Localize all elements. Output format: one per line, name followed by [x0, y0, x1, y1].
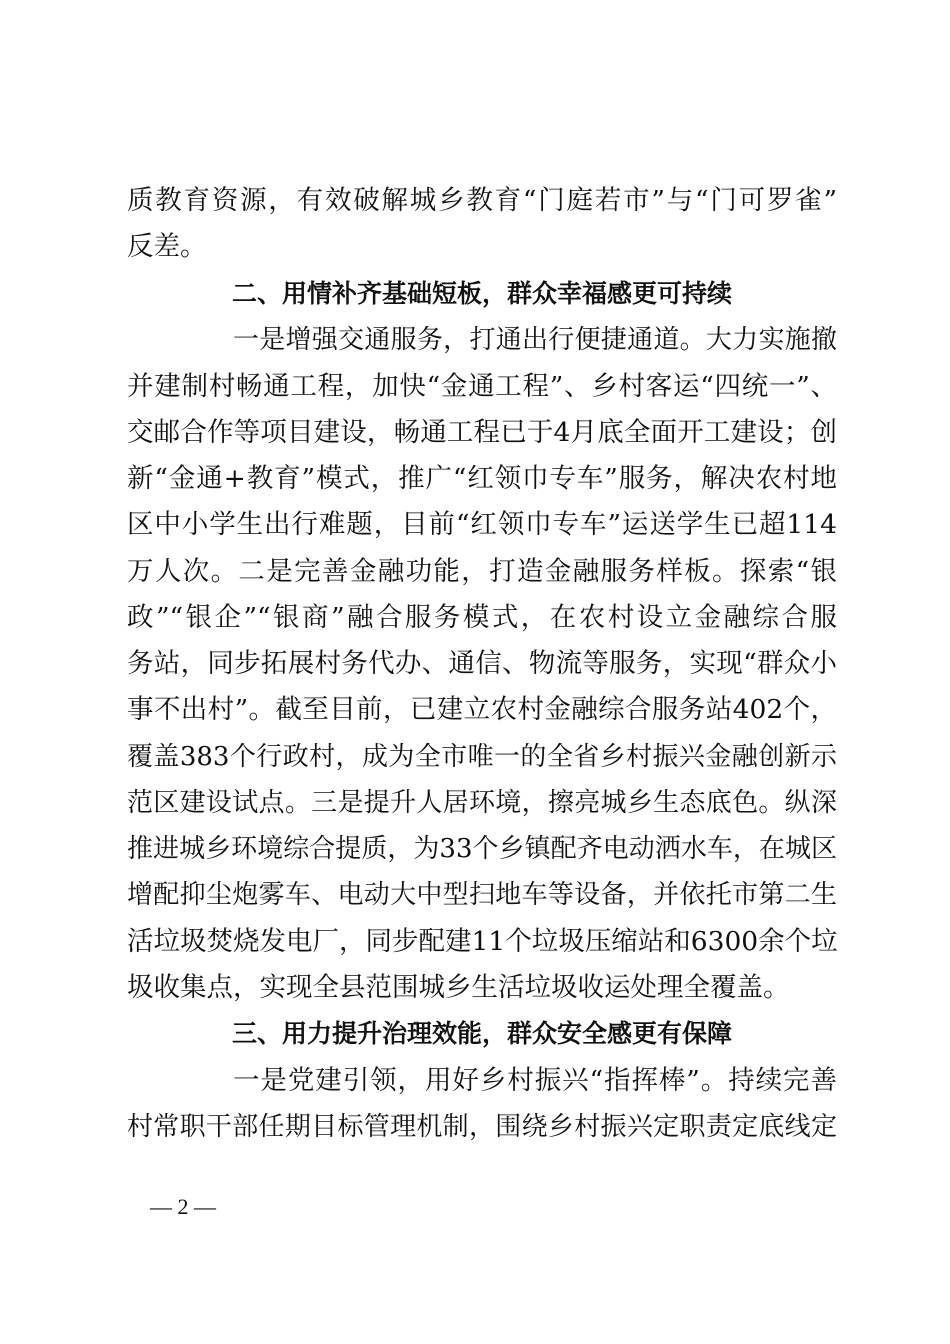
body-line: 事不出村”。截至目前，已建立农村金融综合服务站402个，	[127, 694, 837, 725]
body-line: 范区建设试点。三是提升人居环境，擦亮城乡生态底色。纵深	[127, 788, 837, 818]
body-line: 交邮合作等项目建设，畅通工程已于4月底全面开工建设；创	[127, 417, 837, 448]
body-line: 村常职干部任期目标管理机制，围绕乡村振兴定职责定底线定	[127, 1112, 837, 1142]
body-line: 圾收集点，实现全县范围城乡生活垃圾收运处理全覆盖。	[127, 972, 790, 1003]
section-heading: 二、用情补齐基础短板，群众幸福感更可持续	[231, 279, 732, 308]
body-line: 区中小学生出行难题，目前“红领巾专车”运送学生已超114	[127, 509, 837, 540]
body-line: 一是党建引领，用好乡村振兴“指挥棒”。持续完善	[233, 1065, 837, 1096]
body-line: 务站，同步拓展村务代办、通信、物流等服务，实现“群众小	[127, 648, 837, 679]
section-heading: 三、用力提升治理效能，群众安全感更有保障	[231, 1019, 732, 1048]
body-line: 政”“银企”“银商”融合服务模式，在农村设立金融综合服	[127, 602, 837, 633]
body-line: 一是增强交通服务，打通出行便捷通道。大力实施撤	[233, 325, 837, 355]
body-line: 推进城乡环境综合提质，为33个乡镇配齐电动洒水车，在城区	[127, 834, 837, 864]
body-line: 质教育资源，有效破解城乡教育“门庭若市”与“门可罗雀”	[127, 185, 837, 216]
body-line: 反差。	[127, 231, 207, 262]
body-line: 新“金通+教育”模式，推广“红领巾专车”服务，解决农村地	[127, 463, 837, 494]
body-line: 覆盖383个行政村，成为全市唯一的全省乡村振兴金融创新示	[127, 742, 837, 772]
body-line: 增配抑尘炮雾车、电动大中型扫地车等设备，并依托市第二生	[127, 880, 837, 910]
body-line: 并建制村畅通工程，加快“金通工程”、乡村客运“四统一”、	[127, 371, 837, 402]
page-number: — 2 —	[150, 1194, 216, 1219]
body-line: 万人次。二是完善金融功能，打造金融服务样板。探索“银	[127, 556, 837, 587]
body-line: 活垃圾焚烧发电厂，同步配建11个垃圾压缩站和6300余个垃	[127, 926, 838, 957]
